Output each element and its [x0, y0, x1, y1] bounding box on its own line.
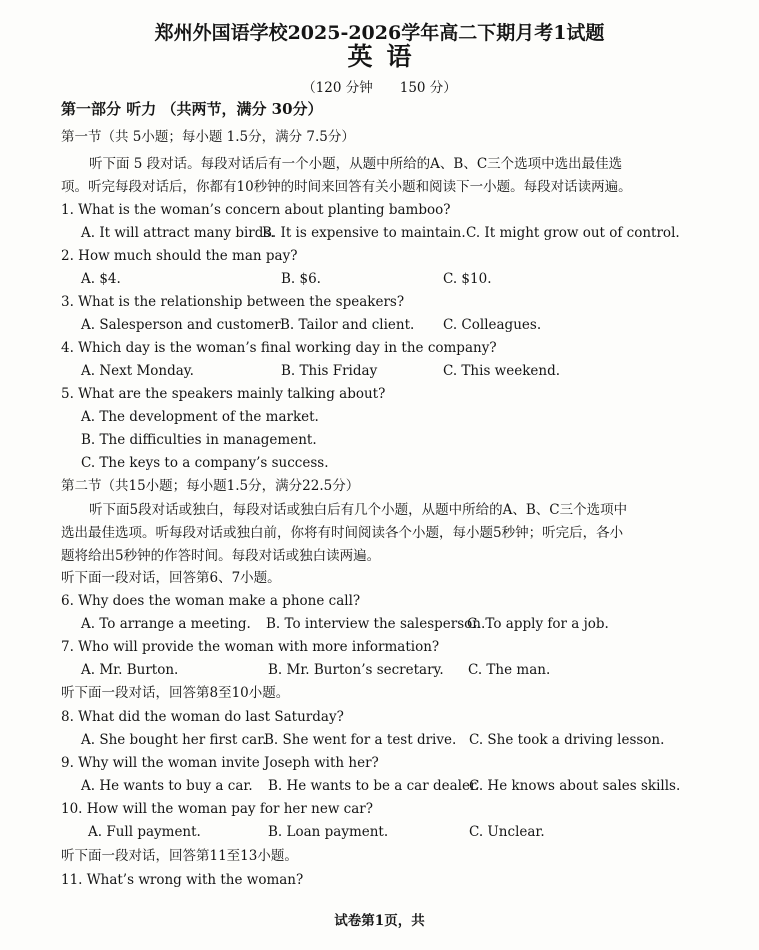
page-footer: 试卷第1页，共: [334, 913, 425, 929]
option: A. He wants to buy a car.: [81, 778, 253, 794]
option: B. He wants to be a car dealer.: [268, 778, 480, 794]
section2-instruction-line: 听下面5段对话或独白，每段对话或独白后有几个小题，从题中所给的A、B、C三个选项中: [89, 502, 628, 518]
dialogue-group-label: 听下面一段对话，回答第6、7小题。: [61, 570, 281, 586]
option: A. She bought her first car.: [81, 732, 267, 748]
dialogue-group-label: 听下面一段对话，回答第11至13小题。: [61, 848, 298, 864]
dialogue-group-label: 听下面一段对话，回答第8至10小题。: [61, 685, 290, 701]
question-stem: 3. What is the relationship between the speakers?: [61, 294, 405, 310]
section2-instruction-line: 题将给出5秒钟的作答时间。每段对话或独白读两遍。: [61, 548, 381, 564]
question-stem: 7. Who will provide the woman with more information?: [61, 639, 440, 655]
option: A. Full payment.: [88, 824, 201, 840]
option: B. Loan payment.: [268, 824, 389, 840]
question-stem: 11. What’s wrong with the woman?: [61, 872, 304, 888]
question-stem: 6. Why does the woman make a phone call?: [61, 593, 361, 609]
subject-title: 英语: [347, 42, 426, 71]
option: A. Mr. Burton.: [81, 662, 179, 678]
option: B. This Friday: [281, 363, 378, 379]
option: B. Tailor and client.: [280, 317, 415, 333]
exam-title: 郑州外国语学校2025-2026学年高二下期月考1试题: [154, 22, 605, 44]
time-score: （120 分钟 150 分）: [302, 80, 457, 96]
option: C. To apply for a job.: [467, 616, 609, 632]
question-stem: 2. How much should the man pay?: [61, 248, 298, 264]
option: B. Mr. Burton’s secretary.: [268, 662, 444, 678]
option: A. It will attract many birds.: [81, 225, 275, 241]
option: A. To arrange a meeting.: [81, 616, 251, 632]
option: B. The difficulties in management.: [81, 432, 317, 448]
section2-heading: 第二节（共15小题；每小题1.5分，满分22.5分）: [61, 478, 360, 494]
part1-heading: 第一部分 听力 （共两节，满分 30分）: [61, 100, 323, 118]
section1-instruction-line: 项。听完每段对话后，你都有10秒钟的时间来回答有关小题和阅读下一小题。每段对话读两遍。: [61, 179, 632, 195]
question-stem: 10. How will the woman pay for her new car?: [61, 801, 373, 817]
question-stem: 8. What did the woman do last Saturday?: [61, 709, 344, 725]
option: C. It might grow out of control.: [466, 225, 680, 241]
option: C. Colleagues.: [443, 317, 542, 333]
option: C. The keys to a company’s success.: [81, 455, 329, 471]
option: B. It is expensive to maintain.: [262, 225, 466, 241]
option: A. Salesperson and customer: [81, 317, 281, 333]
option: C. He knows about sales skills.: [469, 778, 681, 794]
option: A. The development of the market.: [81, 409, 319, 425]
section1-heading: 第一节（共 5小题；每小题 1.5分，满分 7.5分）: [61, 129, 355, 145]
option: B. $6.: [281, 271, 321, 287]
option: A. $4.: [81, 271, 121, 287]
question-stem: 4. Which day is the woman’s final working day in the company?: [61, 340, 497, 356]
option: A. Next Monday.: [81, 363, 194, 379]
section2-instruction-line: 选出最佳选项。听每段对话或独白前，你将有时间阅读各个小题，每小题5秒钟；听完后，各小: [61, 525, 624, 541]
option: C. She took a driving lesson.: [469, 732, 665, 748]
option: C. $10.: [443, 271, 492, 287]
question-stem: 1. What is the woman’s concern about planting bamboo?: [61, 202, 451, 218]
option: B. To interview the salesperson.: [266, 616, 486, 632]
section1-instruction-line: 听下面 5 段对话。每段对话后有一个小题，从题中所给的A、B、C三个选项中选出最佳选: [89, 156, 623, 172]
option: C. Unclear.: [469, 824, 545, 840]
option: B. She went for a test drive.: [264, 732, 457, 748]
question-stem: 9. Why will the woman invite Joseph with her?: [61, 755, 379, 771]
option: C. The man.: [468, 662, 551, 678]
option: C. This weekend.: [443, 363, 560, 379]
question-stem: 5. What are the speakers mainly talking about?: [61, 386, 386, 402]
